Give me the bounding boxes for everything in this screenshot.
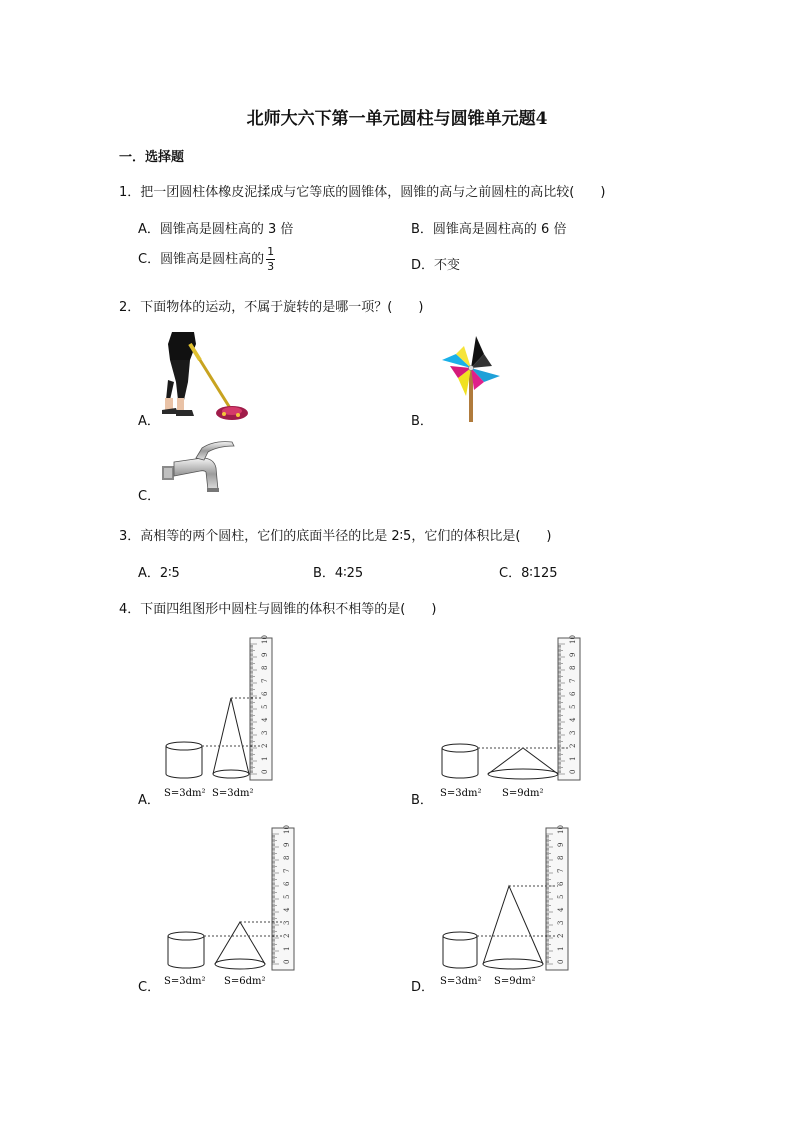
ruler-tick-label: 8 — [283, 855, 291, 860]
ruler-tick-label: 0 — [569, 769, 577, 774]
cone-area-label: S=9dm² — [494, 976, 536, 987]
question-1-stem: 1．把一团圆柱体橡皮泥揉成与它等底的圆锥体，圆锥的高与之前圆柱的高比较( ) — [119, 185, 606, 200]
ruler-tick-label: 4 — [261, 717, 269, 722]
cone-icon — [215, 922, 265, 969]
q4-option-a[interactable]: A． — [138, 793, 160, 808]
cylinder-area-label: S=3dm² — [440, 788, 482, 799]
figure-b-cylinder-cone — [436, 634, 586, 804]
ruler-tick-label: 0 — [283, 959, 291, 964]
ruler-tick-label: 8 — [569, 665, 577, 670]
question-3-stem: 3．高相等的两个圆柱，它们的底面半径的比是 2∶5，它们的体积比是( ) — [119, 529, 552, 544]
ruler-tick-label: 9 — [569, 652, 577, 657]
ruler-tick-label: 1 — [557, 946, 565, 951]
cone-icon — [483, 886, 543, 969]
ruler-tick-label: 0 — [261, 769, 269, 774]
ruler-tick-label: 10 — [557, 825, 565, 834]
cone-area-label: S=3dm² — [212, 788, 254, 799]
ruler-tick-label: 3 — [283, 920, 291, 925]
q4-option-c[interactable]: C． — [138, 980, 161, 995]
ruler-tick-label: 7 — [557, 868, 565, 873]
q3-option-b[interactable]: B．4∶25 — [313, 566, 364, 581]
cylinder-icon — [166, 742, 202, 778]
ruler-tick-label: 10 — [283, 825, 291, 834]
ruler-tick-label: 9 — [557, 842, 565, 847]
cylinder-area-label: S=3dm² — [164, 788, 206, 799]
q2-option-c[interactable]: C． — [138, 489, 161, 504]
ruler-tick-label: 2 — [569, 743, 577, 748]
ruler-tick-label: 10 — [261, 635, 269, 644]
ruler-tick-label: 9 — [261, 652, 269, 657]
fraction-denominator: 3 — [267, 260, 275, 273]
figure-c-cylinder-cone — [160, 824, 300, 994]
ruler-tick-label: 2 — [261, 743, 269, 748]
ruler-tick-label: 7 — [569, 678, 577, 683]
ruler-tick-label: 8 — [261, 665, 269, 670]
q1-option-c-text: C．圆锥高是圆柱高的 — [138, 252, 265, 267]
ruler-tick-label: 6 — [557, 881, 565, 886]
cylinder-area-label: S=3dm² — [164, 976, 206, 987]
cylinder-icon — [442, 744, 478, 778]
q1-option-b[interactable]: B．圆锥高是圆柱高的 6 倍 — [411, 222, 567, 237]
ruler-icon — [250, 635, 272, 780]
q2-option-b[interactable]: B． — [411, 414, 433, 429]
cone-area-label: S=9dm² — [502, 788, 544, 799]
cone-area-label: S=6dm² — [224, 976, 266, 987]
ruler-tick-label: 4 — [283, 907, 291, 912]
ruler-tick-label: 6 — [283, 881, 291, 886]
ruler-tick-label: 8 — [557, 855, 565, 860]
ruler-tick-label: 2 — [557, 933, 565, 938]
cylinder-icon — [443, 932, 477, 968]
fraction-numerator: 1 — [267, 245, 275, 258]
ruler-tick-label: 1 — [569, 756, 577, 761]
ruler-tick-label: 7 — [283, 868, 291, 873]
ruler-icon — [558, 635, 580, 780]
section-heading: 一．选择题 — [119, 150, 185, 165]
q4-option-d[interactable]: D． — [411, 980, 435, 995]
q3-option-a[interactable]: A．2∶5 — [138, 566, 180, 581]
cylinder-area-label: S=3dm² — [440, 976, 482, 987]
mop-icon — [160, 330, 250, 425]
ruler-tick-label: 2 — [283, 933, 291, 938]
ruler-tick-label: 10 — [569, 635, 577, 644]
ruler-tick-label: 3 — [261, 730, 269, 735]
q2-option-a[interactable]: A． — [138, 414, 160, 429]
cone-icon — [213, 698, 249, 778]
ruler-tick-label: 7 — [261, 678, 269, 683]
ruler-tick-label: 4 — [569, 717, 577, 722]
q1-option-a[interactable]: A．圆锥高是圆柱高的 3 倍 — [138, 222, 294, 237]
ruler-tick-label: 5 — [557, 894, 565, 899]
ruler-tick-label: 0 — [557, 959, 565, 964]
pinwheel-icon — [440, 334, 502, 424]
ruler-tick-label: 5 — [283, 894, 291, 899]
ruler-tick-label: 9 — [283, 842, 291, 847]
ruler-tick-label: 4 — [557, 907, 565, 912]
faucet-icon — [162, 440, 236, 498]
q1-option-c[interactable] — [138, 246, 275, 273]
ruler-tick-label: 5 — [569, 704, 577, 709]
ruler-tick-label: 1 — [261, 756, 269, 761]
ruler-tick-label: 6 — [261, 691, 269, 696]
question-4-stem: 4．下面四组图形中圆柱与圆锥的体积不相等的是( ) — [119, 602, 437, 617]
figure-a-cylinder-cone — [160, 634, 280, 804]
q3-option-c[interactable]: C．8∶125 — [499, 566, 558, 581]
question-2-stem: 2．下面物体的运动，不属于旋转的是哪一项？( ) — [119, 300, 424, 315]
figure-d-cylinder-cone — [436, 824, 576, 994]
ruler-icon — [546, 825, 568, 970]
q4-option-b[interactable]: B． — [411, 793, 433, 808]
ruler-tick-label: 6 — [569, 691, 577, 696]
ruler-icon — [272, 825, 294, 970]
ruler-tick-label: 3 — [569, 730, 577, 735]
fraction-one-third — [266, 246, 275, 273]
ruler-tick-label: 1 — [283, 946, 291, 951]
cone-icon — [488, 748, 558, 779]
cylinder-icon — [168, 932, 204, 968]
ruler-tick-label: 5 — [261, 704, 269, 709]
q1-option-d[interactable]: D．不变 — [411, 258, 461, 273]
page-title: 北师大六下第一单元圆柱与圆锥单元题4 — [246, 109, 548, 129]
ruler-tick-label: 3 — [557, 920, 565, 925]
